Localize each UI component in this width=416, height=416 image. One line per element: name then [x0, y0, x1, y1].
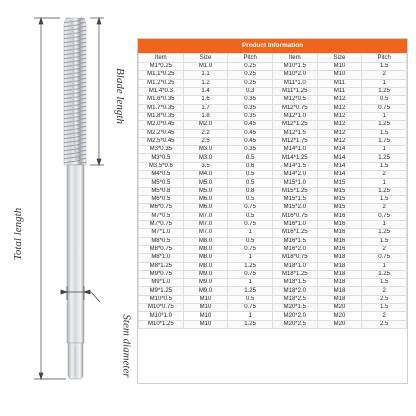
table-cell: 0.25: [228, 63, 273, 71]
table-body: [139, 63, 407, 329]
table-cell: 0.35: [228, 96, 273, 104]
table-cell: M10*1.25: [139, 320, 184, 328]
table-cell: 1: [362, 146, 407, 154]
table-cell: M7.0: [183, 220, 228, 228]
table-cell: M1.0: [183, 63, 228, 71]
table-row: [139, 71, 407, 79]
table-cell: 1.25: [362, 154, 407, 162]
table-cell: M18: [317, 295, 362, 303]
table-cell: 1: [228, 279, 273, 287]
table-cell: 3.5: [183, 162, 228, 170]
table-cell: M3*0.35: [139, 146, 184, 154]
table-cell: 2: [362, 312, 407, 320]
table-cell: M15: [317, 196, 362, 204]
table-cell: M6*0.5: [139, 196, 184, 204]
table-cell: M1.8*0.35: [139, 112, 184, 120]
table-cell: M15*1.25: [272, 187, 317, 195]
total-length-label: Total length: [12, 207, 25, 261]
table-row: [139, 112, 407, 120]
table-cell: M8.0: [183, 237, 228, 245]
table-cell: 0.5: [228, 179, 273, 187]
table-cell: M6.0: [183, 204, 228, 212]
table-cell: M5.0: [183, 179, 228, 187]
table-cell: 0.75: [228, 245, 273, 253]
table-cell: 1.25: [362, 121, 407, 129]
table-cell: M5*0.8: [139, 187, 184, 195]
table-cell: M10*1.5: [272, 63, 317, 71]
table-cell: M7*1.0: [139, 229, 184, 237]
table-row: [139, 79, 407, 87]
table-cell: M1*0.25: [139, 63, 184, 71]
table-cell: 1.25: [228, 262, 273, 270]
table-cell: 2.5: [362, 295, 407, 303]
table-cell: M10*1.0: [139, 312, 184, 320]
table-cell: M8*0.75: [139, 245, 184, 253]
table-cell: M16: [317, 229, 362, 237]
table-cell: M18*1.0: [272, 262, 317, 270]
table-cell: M2.2*0.45: [139, 129, 184, 137]
table-cell: 2: [362, 287, 407, 295]
table-cell: M10: [317, 63, 362, 71]
blade-length-label: Blade length: [113, 68, 126, 124]
table-cell: M2.0: [183, 121, 228, 129]
header-item: Item: [139, 54, 184, 63]
table-cell: M7*0.75: [139, 220, 184, 228]
table-cell: M16*1.5: [272, 237, 317, 245]
table-cell: M10*0.75: [139, 304, 184, 312]
table-cell: 0.3: [228, 87, 273, 95]
table-cell: 1: [362, 262, 407, 270]
table-cell: 0.35: [228, 112, 273, 120]
table-row: [139, 279, 407, 287]
table-cell: 0.45: [228, 129, 273, 137]
table-cell: M18*2.0: [272, 287, 317, 295]
table-row: [139, 187, 407, 195]
table-cell: M4*0.5: [139, 171, 184, 179]
table-cell: 0.45: [228, 121, 273, 129]
table-cell: M12*1.5: [272, 129, 317, 137]
header-size: Size: [183, 54, 228, 63]
header-item-2: Item: [272, 54, 317, 63]
table-row: [139, 312, 407, 320]
table-cell: 1.5: [362, 279, 407, 287]
table-cell: 0.75: [228, 220, 273, 228]
table-cell: 1.25: [362, 87, 407, 95]
table-cell: M6*0.75: [139, 204, 184, 212]
table-cell: M8.0: [183, 245, 228, 253]
table-cell: M16*1.25: [272, 229, 317, 237]
table-cell: 1.25: [362, 270, 407, 278]
table-cell: M14: [317, 171, 362, 179]
table-cell: M9.0: [183, 270, 228, 278]
table-cell: M18: [317, 254, 362, 262]
table-cell: M16*1.0: [272, 220, 317, 228]
table-cell: M14: [317, 162, 362, 170]
table-cell: M12*0.75: [272, 104, 317, 112]
table-cell: M8*1.25: [139, 262, 184, 270]
header-pitch-2: Pitch: [362, 54, 407, 63]
header-row: [139, 54, 407, 63]
table-cell: M14: [317, 146, 362, 154]
table-cell: 0.5: [228, 237, 273, 245]
table-cell: 1.5: [362, 304, 407, 312]
table-cell: M8*0.5: [139, 237, 184, 245]
table-title: Product Information: [138, 39, 407, 53]
table-cell: 0.75: [228, 304, 273, 312]
table-cell: M18*1.25: [272, 270, 317, 278]
table-cell: M18*0.75: [272, 254, 317, 262]
table-row: [139, 212, 407, 220]
table-cell: 0.75: [362, 104, 407, 112]
table-cell: M6.0: [183, 196, 228, 204]
table-cell: 2.5: [362, 320, 407, 328]
table-cell: M18: [317, 279, 362, 287]
table-row: [139, 220, 407, 228]
table-cell: M1.7*0.35: [139, 104, 184, 112]
table-cell: 1.8: [183, 112, 228, 120]
table-cell: M18*1.5: [272, 279, 317, 287]
table-cell: M9*1.25: [139, 287, 184, 295]
table-cell: M11: [317, 79, 362, 87]
table-cell: M8.0: [183, 254, 228, 262]
table-cell: M20*2.5: [272, 320, 317, 328]
table-cell: M12*1.0: [272, 112, 317, 120]
table-cell: 1: [362, 220, 407, 228]
table-cell: M16: [317, 245, 362, 253]
table-cell: 0.5: [228, 196, 273, 204]
table-row: [139, 154, 407, 162]
table-row: [139, 104, 407, 112]
table-cell: M7*0.5: [139, 212, 184, 220]
table-cell: M9.0: [183, 279, 228, 287]
table-cell: M20: [317, 304, 362, 312]
table-cell: 0.35: [228, 104, 273, 112]
table-cell: M12: [317, 137, 362, 145]
table-cell: M10: [183, 304, 228, 312]
table-cell: M15: [317, 179, 362, 187]
table-cell: M20*2.0: [272, 312, 317, 320]
table-cell: M15*1.5: [272, 196, 317, 204]
table-row: [139, 229, 407, 237]
table-cell: M12: [317, 112, 362, 120]
table-cell: M10*0.5: [139, 295, 184, 303]
table-cell: 1.5: [362, 129, 407, 137]
table-cell: 2: [362, 245, 407, 253]
table-cell: M1.4*0.3: [139, 87, 184, 95]
table-cell: 1.2: [183, 79, 228, 87]
table-cell: M12: [317, 121, 362, 129]
table-cell: M20: [317, 320, 362, 328]
table-cell: 1.25: [362, 187, 407, 195]
table-row: [139, 179, 407, 187]
table-cell: M14*1.5: [272, 162, 317, 170]
table-row: [139, 287, 407, 295]
table-row: [139, 237, 407, 245]
table-cell: M12*0.5: [272, 96, 317, 104]
table-cell: M7.0: [183, 229, 228, 237]
table-cell: 0.5: [228, 154, 273, 162]
table-row: [139, 96, 407, 104]
stem-diameter-label: Stem diameter: [120, 314, 133, 378]
product-info-table: [137, 38, 408, 384]
table-row: [139, 162, 407, 170]
table-cell: M8.0: [183, 262, 228, 270]
table-cell: 1: [228, 254, 273, 262]
table-cell: M18*2.5: [272, 295, 317, 303]
table-cell: 1.5: [362, 237, 407, 245]
spec-table: [138, 53, 407, 329]
table-row: [139, 295, 407, 303]
table-cell: 1.25: [228, 320, 273, 328]
table-cell: 1.6: [183, 96, 228, 104]
header-pitch: Pitch: [228, 54, 273, 63]
table-cell: M9*1.0: [139, 279, 184, 287]
table-cell: M1.1*0.25: [139, 71, 184, 79]
table-cell: M1.2*0.25: [139, 79, 184, 87]
table-row: [139, 63, 407, 71]
table-cell: M16*2.0: [272, 245, 317, 253]
table-row: [139, 129, 407, 137]
table-cell: 1.25: [362, 229, 407, 237]
table-row: [139, 196, 407, 204]
table-cell: 0.5: [228, 212, 273, 220]
table-cell: M9.0: [183, 287, 228, 295]
table-cell: M10*2.0: [272, 71, 317, 79]
table-cell: 1.5: [362, 63, 407, 71]
table-cell: M9*0.75: [139, 270, 184, 278]
table-cell: M14*1.0: [272, 146, 317, 154]
table-cell: 1.75: [362, 137, 407, 145]
table-cell: M3*0.5: [139, 154, 184, 162]
table-row: [139, 121, 407, 129]
table-cell: 0.35: [228, 146, 273, 154]
table-cell: 0.5: [228, 171, 273, 179]
table-cell: M4.0: [183, 171, 228, 179]
table-cell: 0.75: [228, 270, 273, 278]
table-cell: M11: [317, 87, 362, 95]
tap-shank: [67, 165, 84, 343]
table-cell: 1.7: [183, 104, 228, 112]
table-cell: 0.75: [362, 212, 407, 220]
table-cell: M7.0: [183, 212, 228, 220]
table-cell: 1: [362, 79, 407, 87]
table-row: [139, 146, 407, 154]
table-row: [139, 245, 407, 253]
table-cell: M12*1.75: [272, 137, 317, 145]
table-cell: 1: [362, 179, 407, 187]
table-cell: 1.5: [362, 162, 407, 170]
table-cell: 2.5: [183, 137, 228, 145]
table-row: [139, 137, 407, 145]
table-cell: M20: [317, 312, 362, 320]
table-cell: M14*2.0: [272, 171, 317, 179]
table-cell: M2.5*0.45: [139, 137, 184, 145]
table-cell: M12: [317, 96, 362, 104]
table-row: [139, 320, 407, 328]
table-cell: 1: [228, 312, 273, 320]
table-row: [139, 204, 407, 212]
table-cell: M11*1.25: [272, 87, 317, 95]
table-cell: M16: [317, 220, 362, 228]
table-row: [139, 262, 407, 270]
table-cell: 1: [362, 112, 407, 120]
table-cell: M16: [317, 237, 362, 245]
table-cell: M15: [317, 187, 362, 195]
table-cell: M12*1.25: [272, 121, 317, 129]
table-cell: M8*1.0: [139, 254, 184, 262]
table-cell: M3.0: [183, 146, 228, 154]
table-cell: 0.45: [228, 137, 273, 145]
table-cell: M5*0.5: [139, 179, 184, 187]
table-cell: 0.75: [362, 254, 407, 262]
table-cell: M10: [317, 71, 362, 79]
table-cell: M10: [183, 295, 228, 303]
table-cell: M16*0.75: [272, 212, 317, 220]
table-cell: M1.6*0.35: [139, 96, 184, 104]
table-cell: M14: [317, 154, 362, 162]
table-cell: 2: [362, 204, 407, 212]
table-cell: 0.75: [228, 204, 273, 212]
table-cell: 1.4: [183, 87, 228, 95]
table-cell: 1.5: [362, 196, 407, 204]
table-cell: M18: [317, 262, 362, 270]
table-cell: M5.0: [183, 187, 228, 195]
table-cell: M18: [317, 287, 362, 295]
table-cell: M11*1.0: [272, 79, 317, 87]
table-cell: M10: [183, 312, 228, 320]
table-cell: M20*1.5: [272, 304, 317, 312]
table-cell: 2.2: [183, 129, 228, 137]
table-row: [139, 304, 407, 312]
table-row: [139, 87, 407, 95]
table-cell: M18: [317, 270, 362, 278]
table-row: [139, 254, 407, 262]
table-cell: M3.0: [183, 154, 228, 162]
table-cell: 2: [362, 171, 407, 179]
table-cell: M15*2.0: [272, 204, 317, 212]
table-cell: 0.25: [228, 79, 273, 87]
table-cell: M16: [317, 212, 362, 220]
table-cell: 1: [228, 229, 273, 237]
table-cell: 0.5: [362, 96, 407, 104]
table-cell: M15*1.0: [272, 179, 317, 187]
tap-diagram: [0, 0, 133, 416]
table-cell: 1.25: [228, 287, 273, 295]
table-row: [139, 270, 407, 278]
table-cell: M12: [317, 129, 362, 137]
table-cell: M3.5*0.6: [139, 162, 184, 170]
table-cell: 0.5: [228, 295, 273, 303]
table-cell: 0.25: [228, 71, 273, 79]
blade-length-dimension: [90, 18, 104, 165]
table-cell: M15: [317, 204, 362, 212]
header-size-2: Size: [317, 54, 362, 63]
total-length-dimension: [34, 18, 66, 379]
table-row: [139, 171, 407, 179]
table-cell: M2.0*0.45: [139, 121, 184, 129]
table-cell: 2: [362, 71, 407, 79]
table-cell: M10: [183, 320, 228, 328]
table-cell: M14*1.25: [272, 154, 317, 162]
table-cell: 0.8: [228, 187, 273, 195]
table-cell: 0.6: [228, 162, 273, 170]
table-cell: M12: [317, 104, 362, 112]
table-cell: 1.1: [183, 71, 228, 79]
